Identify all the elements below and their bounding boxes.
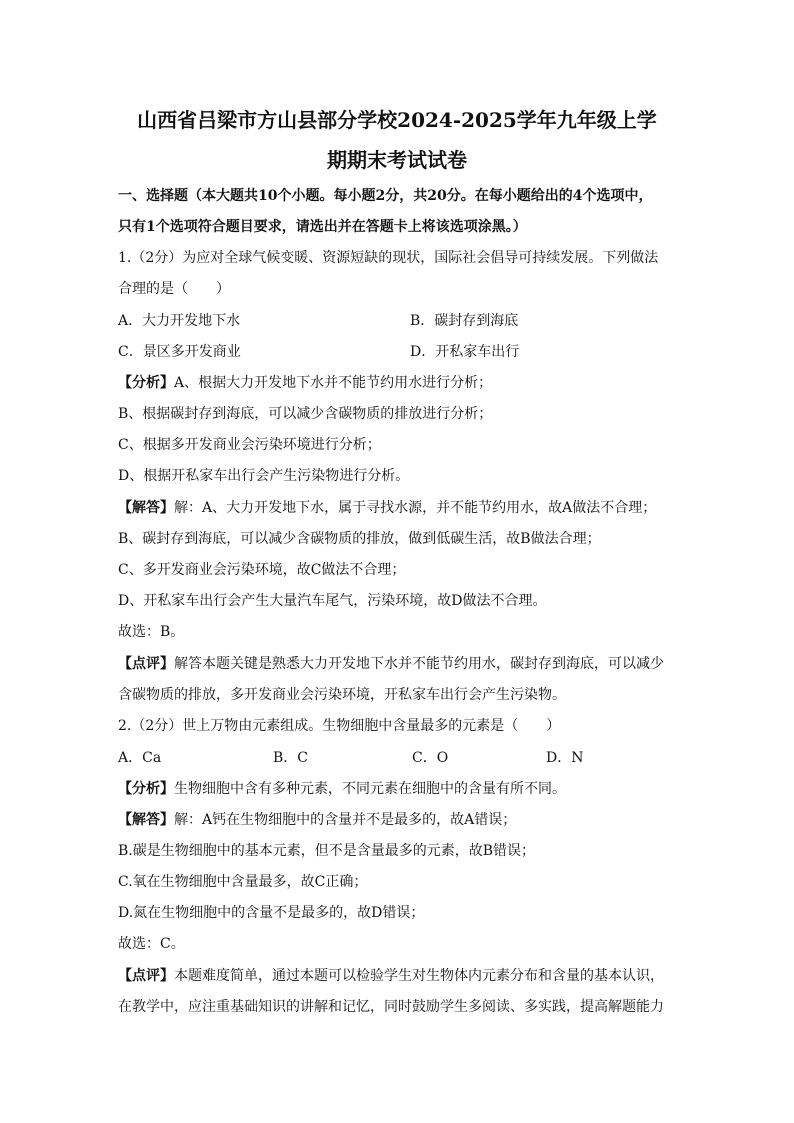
page-title-line1: 山西省吕梁市方山县部分学校2024-2025学年九年级上学 [137, 108, 657, 132]
q1-comment-line2: 含碳物质的排放，多开发商业会污染环境，开私家车出行会产生污染物。 [118, 687, 566, 703]
section-heading-line1: 一、选择题（本大题共10个小题。每小题2分，共20分。在每小题给出的4个选项中， [118, 188, 653, 204]
q2-comment-text: 本题难度简单，通过本题可以检验学生对生物体内元素分布和含量的基本认识， [174, 968, 664, 984]
q1-analysis-line4: D、根据开私家车出行会产生污染物进行分析。 [118, 468, 410, 484]
q2-option-b: B．C [273, 750, 308, 766]
q2-answer-text: 解：A钙在生物细胞中的含量并不是最多的，故A错误； [174, 812, 517, 828]
q2-answer-line4: D.氮在生物细胞中的含量不是最多的，故D错误； [118, 905, 425, 921]
q2-option-d: D．N [546, 750, 584, 766]
q1-answer-line4: D、开私家车出行会产生大量汽车尾气，污染环境，故D做法不合理。 [118, 593, 547, 609]
q1-comment-line1 [118, 654, 678, 674]
q2-stem: 2.（2分）世上万物由元素组成。生物细胞中含量最多的元素是（ ） [118, 718, 561, 734]
q2-comment-tag: 【点评】 [118, 968, 174, 984]
q2-answer-tag: 【解答】 [118, 812, 174, 828]
q1-option-a: A．大力开发地下水 [118, 313, 241, 329]
q2-answer-line2: B.碳是生物细胞中的基本元素，但不是含量最多的元素，故B错误； [118, 843, 536, 859]
q1-option-c: C．景区多开发商业 [118, 344, 241, 360]
q1-answer-text: 解：A、大力开发地下水，属于寻找水源，并不能节约用水，故A做法不合理； [174, 500, 657, 516]
q1-stem-line2: 合理的是（ ） [118, 281, 230, 297]
q2-answer-line1 [118, 810, 678, 830]
q1-answer-line3: C、多开发商业会污染环境，故C做法不合理； [118, 562, 406, 578]
q1-analysis-line3: C、根据多开发商业会污染环境进行分析； [118, 437, 381, 453]
q2-analysis-text: 生物细胞中含有多种元素，不同元素在细胞中的含量有所不同。 [174, 781, 566, 797]
q2-analysis-tag: 【分析】 [118, 781, 174, 797]
q1-analysis-line2: B、根据碳封存到海底，可以减少含碳物质的排放进行分析； [118, 406, 493, 422]
q2-comment-line1 [118, 966, 678, 986]
q1-stem-line1: 1.（2分）为应对全球气候变暖、资源短缺的现状，国际社会倡导可持续发展。下列做法 [118, 250, 659, 266]
q1-option-d: D．开私家车出行 [410, 344, 520, 360]
q2-option-c: C．O [412, 750, 449, 766]
q1-option-b: B．碳封存到海底 [410, 313, 519, 329]
q2-analysis-line [118, 779, 678, 799]
section-heading-line2: 只有1个选项符合题目要求，请选出并在答题卡上将该选项涂黑。） [118, 219, 527, 235]
q2-option-a: A．Ca [118, 750, 162, 766]
q1-analysis-tag: 【分析】 [118, 375, 174, 391]
q2-answer-line3: C.氧在生物细胞中含量最多，故C正确； [118, 874, 368, 890]
q2-comment-line2: 在教学中，应注重基础知识的讲解和记忆，同时鼓励学生多阅读、多实践，提高解题能力 [118, 999, 664, 1015]
q1-answer-line5: 故选：B。 [118, 624, 185, 640]
q1-answer-tag: 【解答】 [118, 500, 174, 516]
q2-answer-line5: 故选：C。 [118, 936, 185, 952]
page-title-line2: 期期末考试试卷 [327, 148, 467, 172]
q1-analysis-text: A、根据大力开发地下水并不能节约用水进行分析； [174, 375, 493, 391]
q1-comment-tag: 【点评】 [118, 656, 174, 672]
q1-comment-text: 解答本题关键是熟悉大力开发地下水并不能节约用水，碳封存到海底，可以减少 [174, 656, 664, 672]
q1-answer-line2: B、碳封存到海底，可以减少含碳物质的排放，做到低碳生活，故B做法合理； [118, 531, 601, 547]
q1-analysis-line1 [118, 373, 678, 393]
q1-answer-line1 [118, 498, 678, 518]
